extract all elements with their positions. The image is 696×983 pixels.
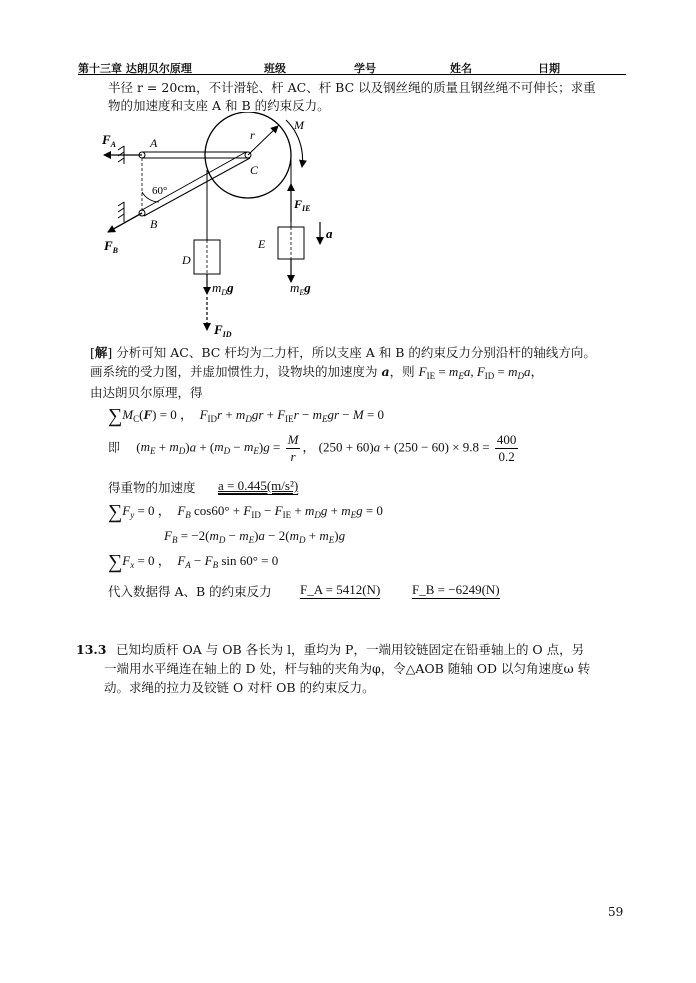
label-FB: F xyxy=(104,238,113,253)
svg-text:mDg xyxy=(212,280,234,297)
page-number: 59 xyxy=(608,905,624,919)
label-FA-sub: A xyxy=(110,140,117,149)
solution-para-3: 由达朗贝尔原理，得 xyxy=(90,385,203,400)
reaction-FA: F_A = 5412(N) xyxy=(300,582,381,597)
page-header xyxy=(78,60,626,74)
header-rule xyxy=(78,74,626,75)
label-FA: F xyxy=(102,132,111,147)
label-D: D xyxy=(182,253,191,267)
student-id-label: 学号 xyxy=(354,62,376,75)
rod-BC xyxy=(142,152,250,216)
label-a: a xyxy=(326,226,333,241)
problem-line-1: 半径 r = 20cm，不计滑轮、杆 AC、杆 BC 以及钢丝绳的质量且钢丝绳不可伸长；求重 xyxy=(108,80,596,95)
label-FB-sub: B xyxy=(112,246,119,255)
date-label: 日期 xyxy=(538,62,560,75)
label-mEg-m: m xyxy=(290,280,300,295)
label-mDg-g: g xyxy=(227,280,234,295)
class-label: 班级 xyxy=(264,62,286,75)
acceleration-label: 得重物的加速度 xyxy=(108,480,196,495)
name-label: 姓名 xyxy=(450,62,472,75)
svg-text:FA xyxy=(101,132,117,149)
reaction-label: 代入数据得 A、B 的约束反力 xyxy=(108,584,272,599)
problem-13-3-line-2: 一端用水平绳连在轴上的 D 处，杆与轴的夹角为φ，令△AOB 随轴 OD 以匀角速度ω 转 xyxy=(104,661,591,676)
solution-marker: 解 xyxy=(94,345,108,360)
equation-sum-fx: $\sum F_x = 0$ ， $F_A - F_B$ sin 60° = 0 xyxy=(108,551,279,573)
equation-moment: $\sum M_C(F) = 0$ ， $F_{ID}r + m_Dgr + F_{IE}r - m_Egr - M = 0$ xyxy=(108,405,385,427)
label-mDg-m: m xyxy=(212,280,222,295)
label-C: C xyxy=(250,163,259,177)
problem-number: 13.3 xyxy=(76,642,107,657)
label-M: M xyxy=(294,118,304,132)
problem-line-2: 物的加速度和支座 A 和 B 的约束反力。 xyxy=(108,98,330,113)
wall-support-B xyxy=(118,202,124,222)
label-FIE: F xyxy=(294,197,303,211)
equation-FB: $F_B = -2(m_D - m_E)a - 2(m_D + m_E)g$ xyxy=(164,528,346,545)
label-B: B xyxy=(150,217,158,231)
svg-text:FB xyxy=(103,238,119,255)
reaction-FB: F_B = −6249(N) xyxy=(412,582,500,597)
label-angle: 60° xyxy=(152,185,168,197)
mechanism-figure xyxy=(90,112,350,344)
equation-expanded: 即 $(m_E + m_D)a + (m_D - m_E)g$ = $\frac{M}{r}$ ， (250 + 60)a + (250 − 60) × 9.8 = $\frac{400}{0.2}$ xyxy=(108,432,517,464)
label-mDg-sub: D xyxy=(221,288,228,297)
solution-para-2: 画系统的受力图，并虚加惯性力，设物块的加速度为 a，则 $F_{IE} = m_Ea$, $F_{ID} = m_Da$， xyxy=(90,364,544,381)
problem-13-3-line-3: 动。求绳的拉力及铰链 O 对杆 OB 的约束反力。 xyxy=(104,680,375,695)
equation-sum-fy: $\sum F_y = 0$ ， $F_B$ $\cos 60^\circ + F_{ID} - F_{IE} + m_Dg + m_Eg = 0$ xyxy=(108,501,383,523)
svg-text:FID xyxy=(213,322,232,339)
solution-para-1: [解] 分析可知 AC、BC 杆均为二力杆，所以支座 A 和 B 的约束反力分别沿杆的轴线方向。 xyxy=(90,345,596,360)
label-r: r xyxy=(250,128,255,142)
label-mEg-sub: E xyxy=(299,288,305,297)
svg-text:FIE xyxy=(293,197,310,213)
svg-text:mEg xyxy=(290,280,311,297)
label-FID: F xyxy=(214,322,223,337)
label-FID-sub: ID xyxy=(222,330,232,339)
chapter-title: 第十三章 达朗贝尔原理 xyxy=(78,62,192,75)
label-A: A xyxy=(150,136,158,150)
label-FIE-sub: IE xyxy=(302,204,311,213)
problem-13-3-line-1: 已知均质杆 OA 与 OB 各长为 l，重均为 P，一端用铰链固定在铅垂轴上的 O 点，另 xyxy=(116,642,585,657)
acceleration-result: a = 0.445(m/s²) xyxy=(218,478,299,493)
label-E: E xyxy=(258,237,266,251)
force-FB-arrow xyxy=(108,213,142,232)
rod-AC xyxy=(142,152,248,158)
label-mEg-g: g xyxy=(304,280,311,295)
